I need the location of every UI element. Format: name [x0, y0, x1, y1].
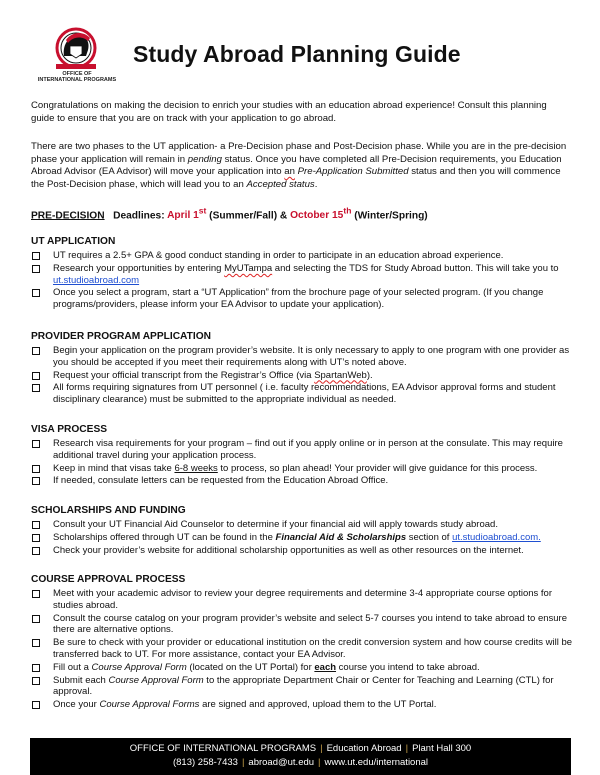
- item-text: Consult your UT Financial Aid Counselor to determine if your financial aid will apply towards study abroad.: [53, 519, 498, 530]
- checkbox[interactable]: [32, 465, 40, 473]
- checkbox[interactable]: [32, 477, 40, 485]
- checklist-item: [31, 699, 576, 711]
- checklist-item: [31, 345, 576, 369]
- checklist-item: [31, 463, 576, 475]
- footer-phone: (813) 258-7433: [172, 757, 238, 768]
- deadline-date: October 15: [290, 210, 344, 222]
- checkbox[interactable]: [32, 590, 40, 598]
- checkbox[interactable]: [32, 639, 40, 647]
- checklist-item: [31, 588, 576, 612]
- predecision-deadlines: [31, 206, 428, 221]
- checkbox[interactable]: [32, 372, 40, 380]
- checklist-item: [31, 532, 576, 544]
- item-text: section of: [406, 531, 453, 543]
- checklist-item: [31, 519, 576, 531]
- intro-text: status. Once you have completed all Pre-Decision requirements, you Education Abroad Advisor (EA Advisor) will move your application into: [31, 153, 562, 177]
- footer-location: Plant Hall 300: [412, 743, 472, 754]
- item-text: (located on the UT Portal) for: [186, 661, 315, 673]
- footer-email[interactable]: abroad@ut.edu: [248, 757, 315, 768]
- checkbox[interactable]: [32, 289, 40, 297]
- footer-separator: |: [241, 757, 245, 768]
- checklist-item: [31, 263, 576, 287]
- section-heading: PROVIDER PROGRAM APPLICATION: [31, 331, 211, 342]
- checklist-item: [31, 545, 576, 557]
- item-text: Scholarships offered through UT can be found in the: [53, 531, 276, 543]
- predecision-label: PRE-DECISION: [31, 210, 105, 222]
- footer-separator: |: [318, 757, 321, 768]
- checklist-item: [31, 287, 576, 311]
- form-name-text: Course Approval Form: [91, 661, 187, 673]
- logo-text-line2: INTERNATIONAL PROGRAMS: [37, 77, 117, 83]
- intro-paragraph-1: Congratulations on making the decision to enrich your studies with an education abroad experience! Consult this planning guide to ensure that you are on track with your application to go abroad.: [31, 100, 547, 124]
- logo-text-line1: OFFICE OF: [62, 71, 92, 77]
- footer-bar: [30, 738, 571, 775]
- intro-text: status and then you will commence the Post-Decision phase, which will lead you to an: [31, 166, 561, 190]
- checkbox[interactable]: [32, 677, 40, 685]
- page-title: Study Abroad Planning Guide: [133, 41, 461, 67]
- item-text: Research visa requirements for your program – find out if you apply online or in person at the consulate. This may require additional travel during your application process.: [53, 438, 563, 461]
- item-text: ).: [366, 369, 373, 381]
- checklist-item: [31, 675, 576, 699]
- scholarships-section: [31, 504, 576, 557]
- section-heading: UT APPLICATION: [31, 236, 116, 247]
- item-text: If needed, consulate letters can be requested from the Education Abroad Office.: [53, 475, 389, 487]
- deadline-april: [167, 206, 207, 222]
- checkbox[interactable]: [32, 440, 40, 448]
- myutampa-text: MyUTampa: [224, 262, 273, 274]
- footer-line-2: [30, 756, 571, 770]
- form-name-text: Course Approval Form: [108, 674, 204, 686]
- accepted-status-text: Accepted status: [246, 178, 315, 190]
- section-heading: VISA PROCESS: [31, 424, 108, 435]
- intro-text: .: [314, 178, 318, 190]
- deadline-october: [290, 206, 352, 222]
- section-heading: SCHOLARSHIPS AND FUNDING: [31, 505, 186, 516]
- item-text: All forms requiring signatures from UT personnel ( i.e. faculty recommendations, EA Advisor approval forms and student disciplinary clearance) must be submitted to the appropriate individual as needed.: [53, 382, 556, 406]
- pending-status-text: pending: [187, 153, 222, 165]
- footer-web[interactable]: www.ut.edu/international: [324, 757, 429, 768]
- pre-application-status-text: Pre-Application Submitted: [297, 166, 409, 177]
- deadline-date-suffix: st: [198, 206, 207, 216]
- intro-text: There are two phases to the UT application- a Pre-Decision phase and Post-Decision phase. While you are in the pre-decision phase your application will remain in: [31, 141, 567, 165]
- checklist-item: [31, 382, 576, 406]
- checklist-item: [31, 438, 576, 462]
- item-text: Submit each: [53, 674, 109, 686]
- item-text: Once you select a program, start a “UT Application” from the brochure page of your selected program. (If you change programs/providers, please inform your EA Advisor to update your application).: [53, 287, 544, 311]
- deadlines-label: Deadlines:: [113, 210, 168, 222]
- financial-aid-section-name: Financial Aid & Scholarships: [275, 531, 407, 543]
- provider-application-section: [31, 330, 576, 407]
- item-text: are signed and approved, upload them to the UT Portal.: [199, 699, 437, 711]
- checkbox[interactable]: [32, 265, 40, 273]
- item-text: Be sure to check with your provider or educational institution on the credit conversion system and how course credits will be transferred back to UT. For more assistance, contact your EA Advisor.: [53, 637, 573, 660]
- ut-application-section: [31, 235, 576, 312]
- item-text: Check your provider’s website for additional scholarship opportunities as well as other resources on the internet.: [53, 544, 524, 556]
- item-text: UT requires a 2.5+ GPA & good conduct standing in order to participate in an education abroad experience.: [53, 250, 504, 261]
- checkbox[interactable]: [32, 384, 40, 392]
- item-text: Begin your application on the program provider’s website. It is only necessary to apply to one program with one provider as you should be accepted if you meet their requirements along with UT’s noted above.: [53, 345, 570, 368]
- studioabroad-link[interactable]: ut.studioabroad.com: [53, 274, 140, 286]
- footer-dept: Education Abroad: [326, 743, 402, 754]
- item-text: to process, so plan ahead! Your provider will give guidance for this process.: [217, 462, 538, 474]
- checklist-item: [31, 250, 576, 262]
- studioabroad-link[interactable]: ut.studioabroad.com.: [452, 531, 541, 543]
- visa-weeks-text: 6-8 weeks: [174, 462, 218, 474]
- item-text: Meet with your academic advisor to review your degree requirements and determine 3-4 appropriate course options for studies abroad.: [53, 588, 553, 611]
- checkbox[interactable]: [32, 547, 40, 555]
- footer-line-1: [30, 742, 571, 756]
- footer-office: OFFICE OF INTERNATIONAL PROGRAMS: [129, 743, 317, 754]
- item-text: Research your opportunities by entering: [53, 262, 225, 274]
- checkbox[interactable]: [32, 347, 40, 355]
- checklist-item: [31, 613, 576, 637]
- item-text: Keep in mind that visas take: [53, 462, 175, 474]
- footer-separator: |: [405, 743, 409, 754]
- item-text: and selecting the TDS for Study Abroad button. This will take you to: [272, 262, 559, 274]
- intro-paragraph-2: [31, 141, 571, 191]
- checkbox[interactable]: [32, 615, 40, 623]
- checklist-item: [31, 662, 576, 674]
- deadline-term: (Winter/Spring): [351, 210, 428, 222]
- logo-text: [34, 71, 120, 83]
- intro-text: an: [284, 166, 295, 177]
- section-heading: COURSE APPROVAL PROCESS: [31, 574, 186, 585]
- footer-separator: |: [320, 743, 323, 754]
- deadline-term: (Summer/Fall) &: [206, 210, 291, 222]
- course-approval-section: [31, 573, 576, 712]
- checkbox[interactable]: [32, 521, 40, 529]
- spartanweb-text: SpartanWeb: [314, 369, 367, 381]
- item-text: Consult the course catalog on your program provider’s website and select 5-7 courses you intend to take abroad to ensure there are alternative options.: [53, 612, 568, 636]
- checkbox[interactable]: [32, 664, 40, 672]
- form-name-text: Course Approval Forms: [99, 699, 200, 711]
- deadline-date-suffix: th: [343, 206, 352, 216]
- checklist-item: [31, 637, 576, 661]
- checklist-item: [31, 475, 576, 487]
- item-text: Fill out a: [53, 661, 92, 673]
- visa-process-section: [31, 423, 576, 488]
- item-text: Once your: [53, 699, 100, 711]
- checkbox[interactable]: [32, 252, 40, 260]
- checkbox[interactable]: [32, 701, 40, 709]
- item-text: Request your official transcript from the Registrar’s Office (via: [53, 369, 315, 381]
- item-text: to the appropriate Department Chair or Center for Teaching and Learning (CTL) for approval.: [53, 674, 554, 698]
- checklist-item: [31, 370, 576, 382]
- each-emphasis-text: each: [314, 661, 337, 673]
- checkbox[interactable]: [32, 534, 40, 542]
- deadline-date: April 1: [167, 210, 199, 222]
- item-text: course you intend to take abroad.: [336, 661, 480, 673]
